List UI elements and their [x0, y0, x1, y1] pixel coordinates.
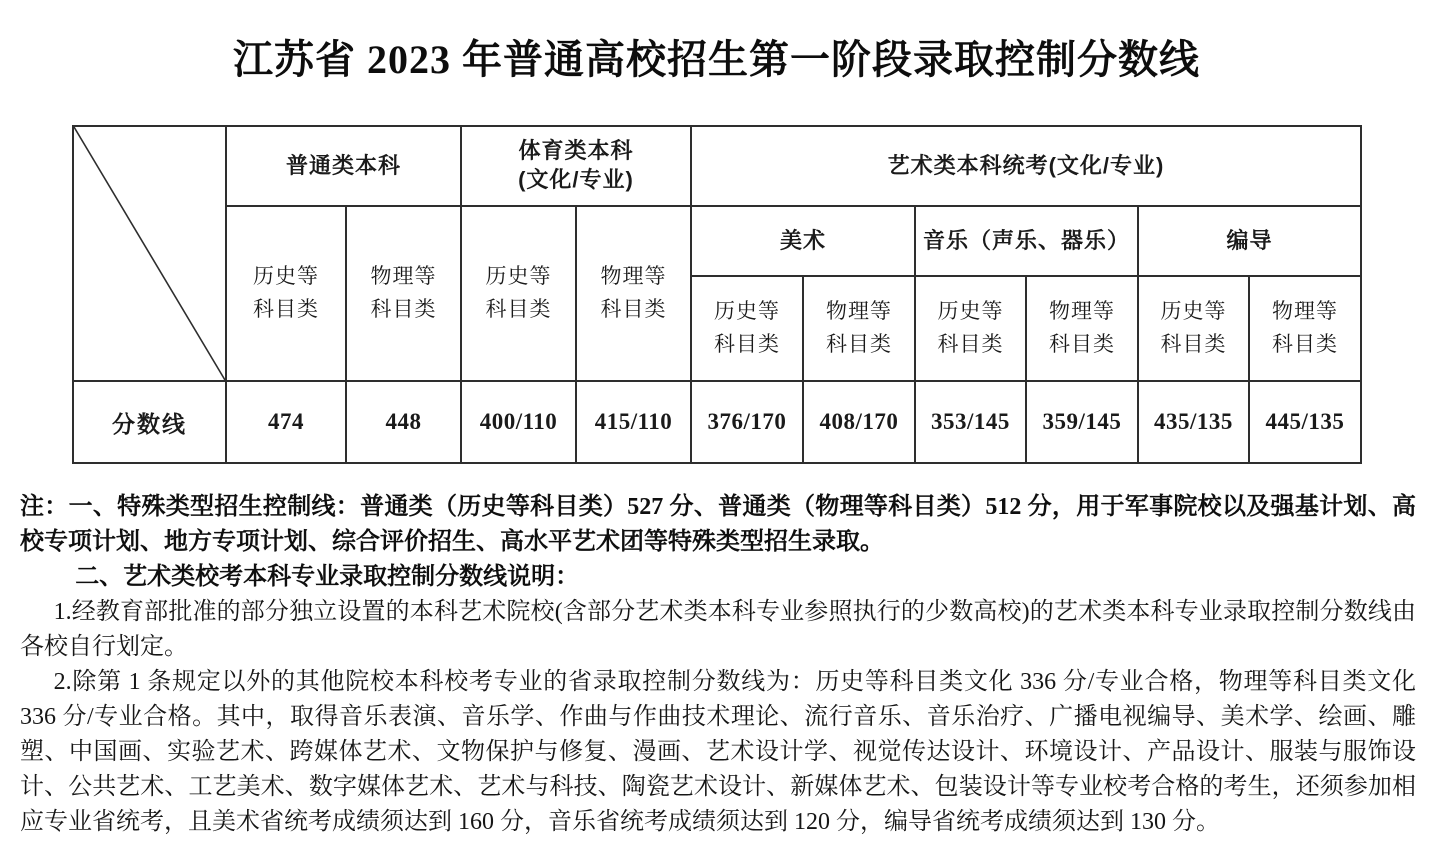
score-line-table: [72, 125, 1362, 464]
score-sports-physics: 415/110: [576, 381, 691, 463]
header-sports-history: 历史等 科目类: [461, 206, 576, 381]
header-arts-category: 艺术类本科统考(文化/专业): [691, 126, 1361, 206]
page-title: 江苏省 2023 年普通高校招生第一阶段录取控制分数线: [233, 37, 1200, 82]
note-art-exam-heading: 二、艺术类校考本科专业录取控制分数线说明：: [75, 564, 580, 590]
header-sports-physics: 物理等 科目类: [576, 206, 691, 381]
header-fine-art-physics: 物理等 科目类: [803, 276, 915, 381]
header-music-physics: 物理等 科目类: [1026, 276, 1138, 381]
score-fine-art-physics: 408/170: [803, 381, 915, 463]
note-item-1: 1.经教育部批准的部分独立设置的本科艺术院校(含部分艺术类本科专业参照执行的少数高校)的艺术类本科专业录取控制分数线由各校自行划定。: [20, 599, 1416, 660]
score-general-physics: 448: [346, 381, 461, 463]
score-broadcast-physics: 445/135: [1249, 381, 1361, 463]
header-arts-music: 音乐（声乐、器乐）: [915, 206, 1138, 276]
score-row-label: 分数线: [73, 381, 226, 463]
header-sports-category: [461, 126, 691, 206]
header-general-physics: 物理等 科目类: [346, 206, 461, 381]
score-music-history: 353/145: [915, 381, 1026, 463]
score-fine-art-history: 376/170: [691, 381, 803, 463]
score-general-history: 474: [226, 381, 346, 463]
header-general-category: 普通类本科: [226, 126, 461, 206]
note-special-type-line: 注：一、特殊类型招生控制线：普通类（历史等科目类）527 分、普通类（物理等科目类）512 分，用于军事院校以及强基计划、高校专项计划、地方专项计划、综合评价招生、高水平艺术团等特殊类型招生录取。: [20, 494, 1416, 555]
diagonal-line-icon: [74, 127, 225, 380]
header-arts-fine-art: 美术: [691, 206, 915, 276]
header-general-history: 历史等 科目类: [226, 206, 346, 381]
note-item-2: 2.除第 1 条规定以外的其他院校本科校考专业的省录取控制分数线为：历史等科目类文化 336 分/专业合格，物理等科目类文化 336 分/专业合格。其中，取得音乐表演、音乐学、作曲与作曲技术理论、流行音乐、音乐治疗、广播电视编导、美术学、绘画、雕塑、中国画、实验艺术、跨媒体艺术、文物保护与修复、漫画、艺术设计学、视觉传达设计、环境设计、产品设计、服装与服饰设计、公共艺术、工艺美术、数字媒体艺术、艺术与科技、陶瓷艺术设计、新媒体艺术、包装设计等专业校考合格的考生，还须参加相应专业省统考，且美术省统考成绩须达到 160 分，音乐省统考成绩须达到 120 分，编导省统考成绩须达到 130 分。: [20, 669, 1416, 835]
header-music-history: 历史等 科目类: [915, 276, 1026, 381]
score-sports-history: 400/110: [461, 381, 576, 463]
notes-section: [20, 490, 1416, 840]
header-arts-broadcast: 编导: [1138, 206, 1361, 276]
header-sports-line2: (文化/专业): [518, 167, 634, 192]
header-sports-line1: 体育类本科: [518, 138, 634, 164]
score-music-physics: 359/145: [1026, 381, 1138, 463]
header-fine-art-history: 历史等 科目类: [691, 276, 803, 381]
score-broadcast-history: 435/135: [1138, 381, 1249, 463]
corner-diagonal-cell: [73, 126, 226, 381]
header-broadcast-physics: 物理等 科目类: [1249, 276, 1361, 381]
header-broadcast-history: 历史等 科目类: [1138, 276, 1249, 381]
